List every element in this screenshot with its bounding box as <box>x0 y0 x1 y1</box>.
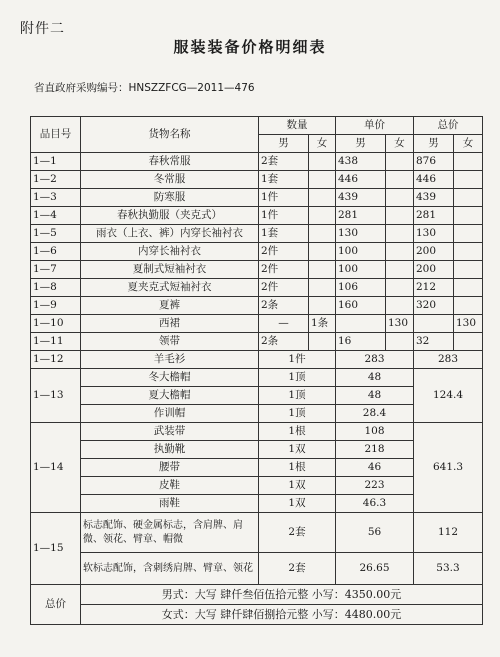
unit-price: 48 <box>336 387 414 405</box>
unit-price-female: 130 <box>386 315 414 333</box>
qty: 1顶 <box>259 369 336 387</box>
qty-male: 2条 <box>259 333 309 351</box>
item-name: 西裙 <box>81 315 259 333</box>
qty-female <box>309 261 336 279</box>
total-male: 130 <box>414 225 454 243</box>
qty-male: 1套 <box>259 225 309 243</box>
unit-price: 46 <box>336 459 414 477</box>
qty-female <box>309 243 336 261</box>
qty-female <box>309 279 336 297</box>
item-name: 羊毛衫 <box>81 351 259 369</box>
unit-price-male: 130 <box>336 225 386 243</box>
qty: 1双 <box>259 477 336 495</box>
unit-price-male: 106 <box>336 279 386 297</box>
total-male: 200 <box>414 261 454 279</box>
qty: 1顶 <box>259 387 336 405</box>
qty-male: 2套 <box>259 153 309 171</box>
qty-female <box>309 153 336 171</box>
item-name: 腰带 <box>81 459 259 477</box>
qty: 1根 <box>259 423 336 441</box>
unit-price: 108 <box>336 423 414 441</box>
unit-price-male: 16 <box>336 333 386 351</box>
item-name: 作训帽 <box>81 405 259 423</box>
qty-male: 1件 <box>259 189 309 207</box>
item-name: 软标志配饰，含刺绣肩牌、臂章、领花 <box>81 553 259 585</box>
tp-female-header: 女 <box>454 135 483 153</box>
total-row-female <box>31 605 483 625</box>
tp-male-header: 男 <box>414 135 454 153</box>
item-name: 春秋执勤服（夹克式） <box>81 207 259 225</box>
qty: 1根 <box>259 459 336 477</box>
unit-price: 26.65 <box>336 553 414 585</box>
total-row-male <box>31 585 483 605</box>
table-row <box>31 189 483 207</box>
table-row <box>31 261 483 279</box>
unit-price-male: 281 <box>336 207 386 225</box>
unit-price-male: 439 <box>336 189 386 207</box>
up-female-header: 女 <box>386 135 414 153</box>
total-female <box>454 243 483 261</box>
item-name: 春秋常服 <box>81 153 259 171</box>
table-row <box>31 333 483 351</box>
total-male: 212 <box>414 279 454 297</box>
item-no: 1—8 <box>31 279 81 297</box>
unit-price: 28.4 <box>336 405 414 423</box>
name-header: 货物名称 <box>81 117 259 153</box>
price-detail-table <box>30 116 483 625</box>
header-row <box>31 117 483 135</box>
total-male-text: 男式：大写 肆仟叁佰伍拾元整 小写：4350.00元 <box>81 585 483 605</box>
qty: 2套 <box>259 553 336 585</box>
total-male: 281 <box>414 207 454 225</box>
qty-male: 2条 <box>259 297 309 315</box>
table-row <box>31 171 483 189</box>
item-no: 1—7 <box>31 261 81 279</box>
unit-price-male: 438 <box>336 153 386 171</box>
total-price-header: 总价 <box>414 117 483 135</box>
table-row <box>31 153 483 171</box>
item-name: 皮鞋 <box>81 477 259 495</box>
table-row <box>31 225 483 243</box>
attachment-label: 附件二 <box>20 21 65 37</box>
group-total: 641.3 <box>414 423 483 513</box>
unit-price-female <box>386 225 414 243</box>
item-no: 1—5 <box>31 225 81 243</box>
qty-header: 数量 <box>259 117 336 135</box>
total-male: 446 <box>414 171 454 189</box>
qty: 1件 <box>259 351 336 369</box>
item-no: 1—14 <box>31 423 81 513</box>
total-female <box>454 153 483 171</box>
total-male: 32 <box>414 333 454 351</box>
total-female <box>454 279 483 297</box>
item-no: 1—4 <box>31 207 81 225</box>
item-no: 1—6 <box>31 243 81 261</box>
item-name: 雨鞋 <box>81 495 259 513</box>
total-male: 439 <box>414 189 454 207</box>
total-female <box>454 189 483 207</box>
table-row <box>31 243 483 261</box>
total-male: 320 <box>414 297 454 315</box>
qty-female-header: 女 <box>309 135 336 153</box>
qty-male: 1套 <box>259 171 309 189</box>
table-row <box>31 297 483 315</box>
qty-female: 1条 <box>309 315 336 333</box>
item-no: 1—11 <box>31 333 81 351</box>
table-row <box>31 369 483 387</box>
unit-price-female <box>386 333 414 351</box>
table-row <box>31 553 483 585</box>
item-no: 1—3 <box>31 189 81 207</box>
qty-female <box>309 333 336 351</box>
unit-price: 46.3 <box>336 495 414 513</box>
unit-price-male <box>336 315 386 333</box>
item-no-header: 品目号 <box>31 117 81 153</box>
total-female <box>454 297 483 315</box>
unit-price: 48 <box>336 369 414 387</box>
item-name: 夏裤 <box>81 297 259 315</box>
total-price: 283 <box>414 351 483 369</box>
item-name: 冬常服 <box>81 171 259 189</box>
qty-male: — <box>259 315 309 333</box>
procurement-number: 省直政府采购编号：HNSZZFCG—2011—476 <box>34 82 255 94</box>
unit-price: 223 <box>336 477 414 495</box>
item-no: 1—10 <box>31 315 81 333</box>
item-no: 1—12 <box>31 351 81 369</box>
qty: 1双 <box>259 441 336 459</box>
qty-male-header: 男 <box>259 135 309 153</box>
total-male: 200 <box>414 243 454 261</box>
unit-price-female <box>386 279 414 297</box>
up-male-header: 男 <box>336 135 386 153</box>
item-name: 执勤靴 <box>81 441 259 459</box>
qty-female <box>309 171 336 189</box>
total-female <box>454 207 483 225</box>
unit-price-male: 100 <box>336 261 386 279</box>
group-total: 124.4 <box>414 369 483 423</box>
item-no: 1—13 <box>31 369 81 423</box>
unit-price-female <box>386 153 414 171</box>
item-name: 夏大檐帽 <box>81 387 259 405</box>
item-name: 武装带 <box>81 423 259 441</box>
qty: 1双 <box>259 495 336 513</box>
table-row <box>31 351 483 369</box>
table-row <box>31 207 483 225</box>
unit-price-male: 100 <box>336 243 386 261</box>
unit-price-female <box>386 207 414 225</box>
table-row <box>31 513 483 553</box>
total-label: 总价 <box>31 585 81 625</box>
unit-price-female <box>386 171 414 189</box>
unit-price-male: 160 <box>336 297 386 315</box>
total-price: 112 <box>414 513 483 553</box>
total-male: 876 <box>414 153 454 171</box>
qty-male: 2件 <box>259 243 309 261</box>
total-female <box>454 333 483 351</box>
total-female-text: 女式：大写 肆仟肆佰捌拾元整 小写：4480.00元 <box>81 605 483 625</box>
table-body <box>31 117 483 625</box>
item-no: 1—2 <box>31 171 81 189</box>
unit-price-header: 单价 <box>336 117 414 135</box>
item-name: 夏夹克式短袖衬衣 <box>81 279 259 297</box>
total-female <box>454 261 483 279</box>
item-no: 1—1 <box>31 153 81 171</box>
qty-male: 2件 <box>259 279 309 297</box>
unit-price-female <box>386 243 414 261</box>
table-row <box>31 279 483 297</box>
document-title: 服装装备价格明细表 <box>173 38 327 56</box>
item-name: 雨衣（上衣、裤）内穿长袖衬衣 <box>81 225 259 243</box>
item-name: 标志配饰、硬金属标志，含肩牌、肩微、领花、臂章、帽微 <box>81 513 259 553</box>
total-female <box>454 171 483 189</box>
unit-price: 283 <box>336 351 414 369</box>
unit-price-female <box>386 297 414 315</box>
unit-price-female <box>386 261 414 279</box>
qty-male: 1件 <box>259 207 309 225</box>
item-name: 冬大檐帽 <box>81 369 259 387</box>
qty-female <box>309 297 336 315</box>
unit-price: 218 <box>336 441 414 459</box>
qty: 2套 <box>259 513 336 553</box>
item-name: 内穿长袖衬衣 <box>81 243 259 261</box>
qty-female <box>309 225 336 243</box>
qty-female <box>309 189 336 207</box>
total-female: 130 <box>454 315 483 333</box>
item-name: 夏制式短袖衬衣 <box>81 261 259 279</box>
total-female <box>454 225 483 243</box>
qty: 1顶 <box>259 405 336 423</box>
item-name: 领带 <box>81 333 259 351</box>
item-no: 1—15 <box>31 513 81 585</box>
table-row <box>31 315 483 333</box>
qty-female <box>309 207 336 225</box>
item-name: 防寒服 <box>81 189 259 207</box>
item-no: 1—9 <box>31 297 81 315</box>
total-price: 53.3 <box>414 553 483 585</box>
table-row <box>31 423 483 441</box>
unit-price: 56 <box>336 513 414 553</box>
unit-price-male: 446 <box>336 171 386 189</box>
unit-price-female <box>386 189 414 207</box>
total-male <box>414 315 454 333</box>
qty-male: 2件 <box>259 261 309 279</box>
